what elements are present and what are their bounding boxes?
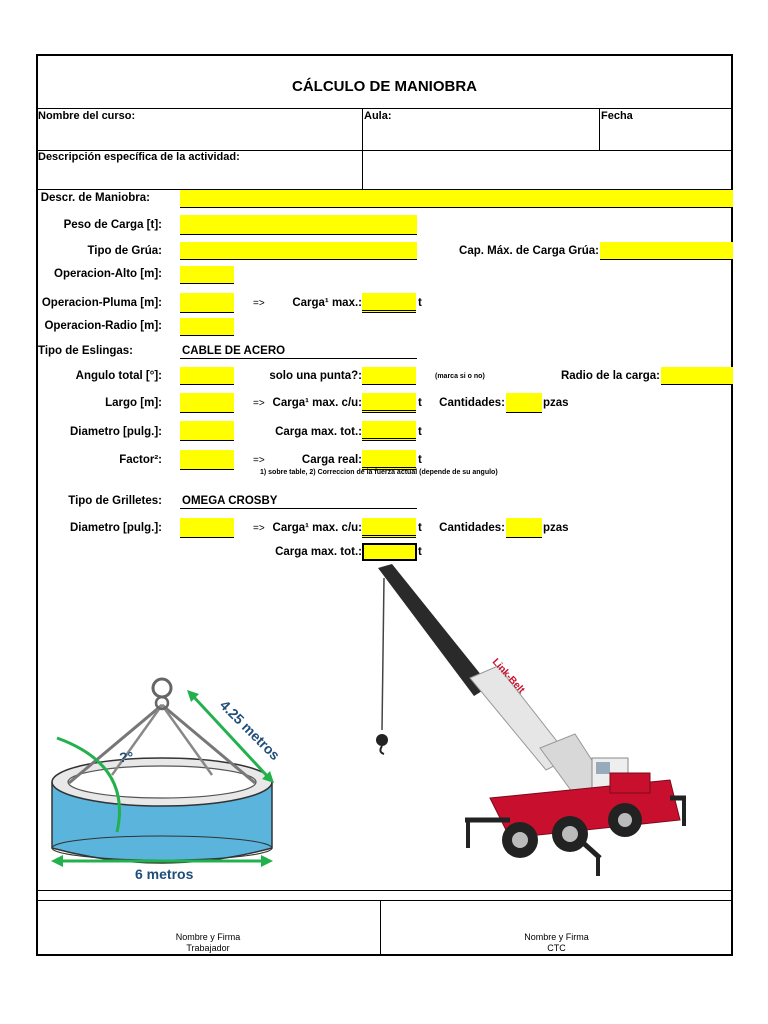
signature-ctc-line1: Nombre y Firma: [524, 932, 589, 942]
unit-ton: t: [418, 397, 422, 409]
shackle-diameter-field[interactable]: [180, 518, 234, 538]
real-load-label: Carga real:: [301, 454, 362, 466]
unit-ton: t: [418, 546, 422, 558]
max-total-load-label: Carga max. tot.:: [275, 426, 362, 438]
load-weight-field[interactable]: [180, 215, 417, 235]
classroom-label: Aula:: [364, 110, 392, 122]
operation-radius-field[interactable]: [180, 318, 234, 336]
operation-height-label: Operacion-Alto [m]:: [54, 268, 162, 280]
shackle-quantity-field[interactable]: [506, 518, 542, 538]
shackle-max-total-load-label: Carga max. tot.:: [275, 546, 362, 558]
max-load-each-field[interactable]: [362, 393, 416, 413]
unit-ton: t: [418, 522, 422, 534]
real-load-field[interactable]: [362, 450, 416, 470]
crane-max-capacity-field[interactable]: [600, 242, 733, 260]
factor-field[interactable]: [180, 450, 234, 470]
crane-max-capacity-label: Cap. Máx. de Carga Grúa:: [459, 245, 599, 257]
page-title: CÁLCULO DE MANIOBRA: [292, 78, 477, 95]
operation-boom-field[interactable]: [180, 293, 234, 313]
maneuver-description-label: Descr. de Maniobra:: [40, 192, 150, 204]
max-load-field[interactable]: [362, 293, 416, 313]
divider: [599, 108, 600, 150]
arrow-symbol: =>: [253, 523, 265, 534]
unit-pieces: pzas: [543, 522, 569, 534]
single-point-field[interactable]: [362, 367, 416, 385]
signature-ctc: [380, 932, 733, 954]
activity-description-label: Descripción específica de la actividad:: [38, 151, 240, 163]
crane-illustration: [370, 558, 700, 880]
shackle-type-value: OMEGA CROSBY: [182, 495, 278, 507]
operation-radius-label: Operacion-Radio [m]:: [44, 320, 162, 332]
signature-worker-line2: Trabajador: [186, 943, 230, 953]
max-load-each-label: Carga¹ max. c/u:: [272, 397, 362, 409]
length-dimension-label: 4.25 metros: [216, 696, 284, 764]
shackle-diameter-label: Diametro [pulg.]:: [70, 522, 162, 534]
load-weight-label: Peso de Carga [t]:: [63, 219, 162, 231]
divider: [36, 900, 733, 901]
quantity-field[interactable]: [506, 393, 542, 413]
underline: [180, 508, 417, 509]
divider: [362, 108, 363, 189]
single-point-label: solo una punta?:: [269, 370, 362, 382]
crane-type-label: Tipo de Grúa:: [87, 245, 162, 257]
diameter-label: Diametro [pulg.]:: [70, 426, 162, 438]
maneuver-description-field[interactable]: [180, 190, 733, 208]
signature-worker: [36, 932, 380, 954]
quantity-label: Cantidades:: [439, 397, 505, 409]
crane-type-field[interactable]: [180, 242, 417, 260]
length-label: Largo [m]:: [105, 397, 162, 409]
shackle-max-load-each-field[interactable]: [362, 518, 416, 538]
unit-ton: t: [418, 297, 422, 309]
load-radius-field[interactable]: [661, 367, 733, 385]
signature-worker-line1: Nombre y Firma: [175, 932, 241, 942]
angle-label: ?°: [119, 749, 134, 765]
total-angle-field[interactable]: [180, 367, 234, 385]
shackle-quantity-label: Cantidades:: [439, 522, 505, 534]
mark-yes-no-note: (marca si o no): [435, 373, 485, 380]
width-dimension-label: 6 metros: [135, 866, 194, 882]
length-field[interactable]: [180, 393, 234, 413]
total-angle-label: Angulo total [°]:: [75, 370, 162, 382]
arrow-symbol: =>: [253, 455, 265, 466]
load-radius-label: Radio de la carga:: [560, 370, 660, 382]
course-name-label: Nombre del curso:: [38, 110, 136, 122]
sling-type-label: Tipo de Eslingas:: [38, 345, 133, 357]
shackle-type-label: Tipo de Grilletes:: [68, 495, 162, 507]
unit-pieces: pzas: [543, 397, 569, 409]
diameter-field[interactable]: [180, 421, 234, 441]
factor-label: Factor²:: [119, 454, 162, 466]
signature-ctc-line2: CTC: [547, 943, 566, 953]
arrow-symbol: =>: [253, 298, 265, 309]
unit-ton: t: [418, 426, 422, 438]
divider: [36, 890, 733, 891]
sling-type-value: CABLE DE ACERO: [182, 345, 286, 357]
operation-height-field[interactable]: [180, 266, 234, 284]
sling-diagram: [37, 670, 287, 888]
underline: [180, 358, 417, 359]
arrow-symbol: =>: [253, 398, 265, 409]
date-label: Fecha: [601, 110, 633, 122]
divider: [36, 108, 733, 109]
shackle-max-load-each-label: Carga¹ max. c/u:: [272, 522, 362, 534]
operation-boom-label: Operacion-Pluma [m]:: [41, 297, 162, 309]
crane-brand: Link-Belt: [489, 656, 527, 696]
footnote: 1) sobre table, 2) Correccion de la fuerza actual (depende de su angulo): [260, 469, 498, 476]
max-total-load-field[interactable]: [362, 421, 416, 441]
unit-ton: t: [418, 454, 422, 466]
max-load-label: Carga¹ max.:: [292, 297, 362, 309]
